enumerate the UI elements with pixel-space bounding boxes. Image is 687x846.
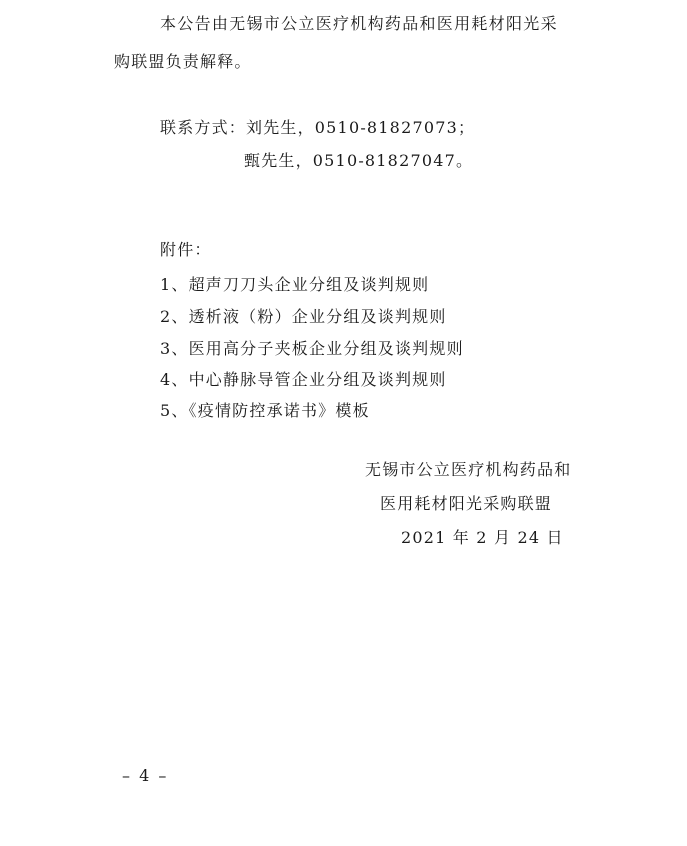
attachment-item-5: 5、《疫情防控承诺书》模板 — [160, 401, 370, 420]
paragraph-line-2: 购联盟负责解释。 — [114, 52, 252, 71]
attachment-item-4: 4、中心静脉导管企业分组及谈判规则 — [160, 370, 447, 389]
signature-org-line-1: 无锡市公立医疗机构药品和 — [365, 460, 572, 479]
signature-org-line-2: 医用耗材阳光采购联盟 — [380, 494, 553, 513]
attachment-item-3: 3、医用高分子夹板企业分组及谈判规则 — [160, 339, 464, 358]
contact-line-2: 甄先生，0510-81827047。 — [244, 151, 474, 170]
attachments-heading: 附件： — [160, 240, 212, 259]
signature-date: 2021 年 2 月 24 日 — [401, 528, 564, 547]
attachment-item-2: 2、透析液（粉）企业分组及谈判规则 — [160, 307, 447, 326]
page-number: – 4 – — [122, 766, 169, 785]
attachment-item-1: 1、超声刀刀头企业分组及谈判规则 — [160, 275, 430, 294]
paragraph-line-1: 本公告由无锡市公立医疗机构药品和医用耗材阳光采 — [160, 14, 558, 33]
contact-line-1: 联系方式：刘先生，0510-81827073； — [160, 118, 476, 137]
